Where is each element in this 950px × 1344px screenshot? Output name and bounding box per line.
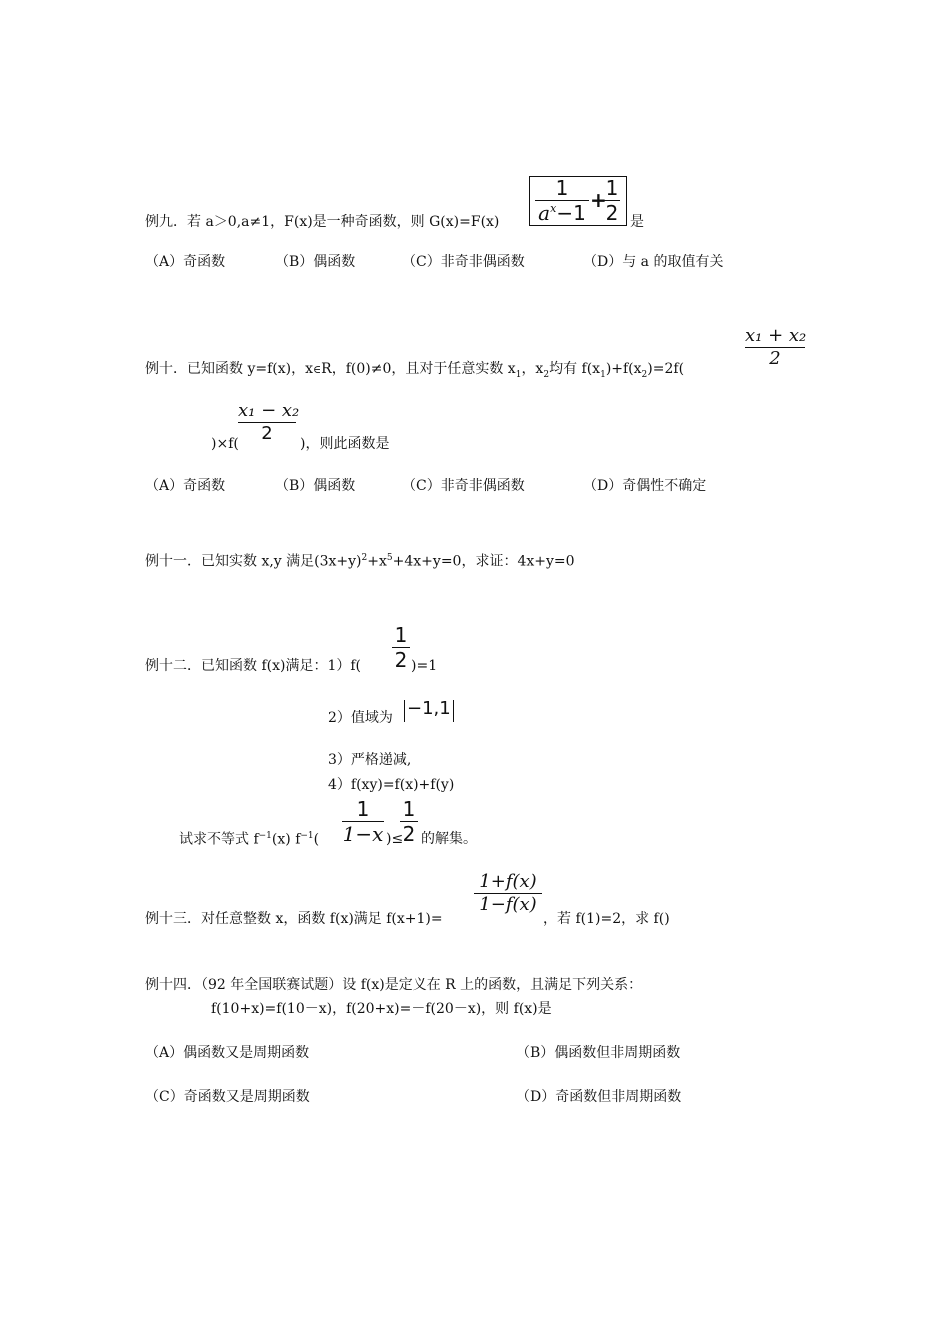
ex14-line2: f(10+x)=f(10－x)，f(20+x)=－f(20－x)，则 f(x)是 [211,1001,552,1017]
ex13-tail: ，若 f(1)=2，求 f() [543,911,670,927]
ex10-line2-end: )，则此函数是 [300,436,390,452]
ex12-condition-4: 4）f(xy)=f(x)+f(y) [328,777,455,793]
ex12-range: −1,1 [404,700,454,722]
ex9-plus: + [590,188,607,212]
ex10-line2-start: )×f( [211,436,239,452]
ex9-fraction-a: 1 $a^x-1$ [535,178,589,223]
ex12-fraction-inverse: 1 1−x [342,797,384,846]
ex14-option-b: （B）偶函数但非周期函数 [516,1045,681,1061]
ex12-stem-tail: )=1 [411,658,438,674]
ex12-question-tail: 的解集。 [421,831,477,847]
ex14-stem: 例十四．（92 年全国联赛试题）设 f(x)是定义在 R 上的函数，且满足下列关系： [145,977,643,993]
ex14-option-c: （C）奇函数又是周期函数 [145,1089,310,1105]
ex12-leq: )≤ [386,831,404,847]
ex10-option-a: （A）奇函数 [145,478,226,494]
ex10-option-b: （B）偶函数 [275,478,356,494]
ex14-option-d: （D）奇函数但非周期函数 [516,1089,682,1105]
ex12-stem: 例十二．已知函数 f(x)满足：1）f( [145,658,362,674]
ex9-option-a: （A）奇函数 [145,254,226,270]
ex9-option-b: （B）偶函数 [275,254,356,270]
ex10-option-c: （C）非奇非偶函数 [402,478,525,494]
ex12-fraction-half: 1 2 [392,625,410,670]
ex9-stem: 例九．若 a＞0,a≠1，F(x)是一种奇函数，则 G(x)=F(x) [145,214,500,230]
ex9-option-c: （C）非奇非偶函数 [402,254,525,270]
ex9-tail: 是 [630,214,644,230]
ex12-question: 试求不等式 $f^{-1}(x)$ $f^{-1}$( [179,831,320,848]
ex13-fraction: 1+f(x) 1−f(x) [474,873,542,914]
ex10-option-d: （D）奇偶性不确定 [583,478,707,494]
ex14-option-a: （A）偶函数又是周期函数 [145,1045,310,1061]
ex9-fraction-half: 1 2 [605,176,619,225]
ex10-fraction-sum: x₁ + x₂ 2 [745,325,807,369]
ex11-text: 例十一．已知实数 x,y 满足$(3x+y)^2+x^5+4x+y=0$，求证：4x+y=0 [145,553,575,570]
ex10-stem: 例十．已知函数 y=f(x)，x∈R，f(0)≠0，且对于任意实数 $x_1$，$x_2$均有 $f(x_1)+f(x_2)=2f$( [145,361,685,380]
ex10-fraction-diff: x₁ − x₂ 2 [238,400,300,444]
ex12-condition-3: 3）严格递减, [328,752,412,768]
ex13-stem: 例十三．对任意整数 x，函数 f(x)满足 f(x+1)= [145,911,443,927]
ex12-condition-2: 2）值域为 [328,710,393,726]
ex12-fraction-bound: 1 2 [400,799,418,844]
ex9-option-d: （D）与 a 的取值有关 [583,254,724,270]
